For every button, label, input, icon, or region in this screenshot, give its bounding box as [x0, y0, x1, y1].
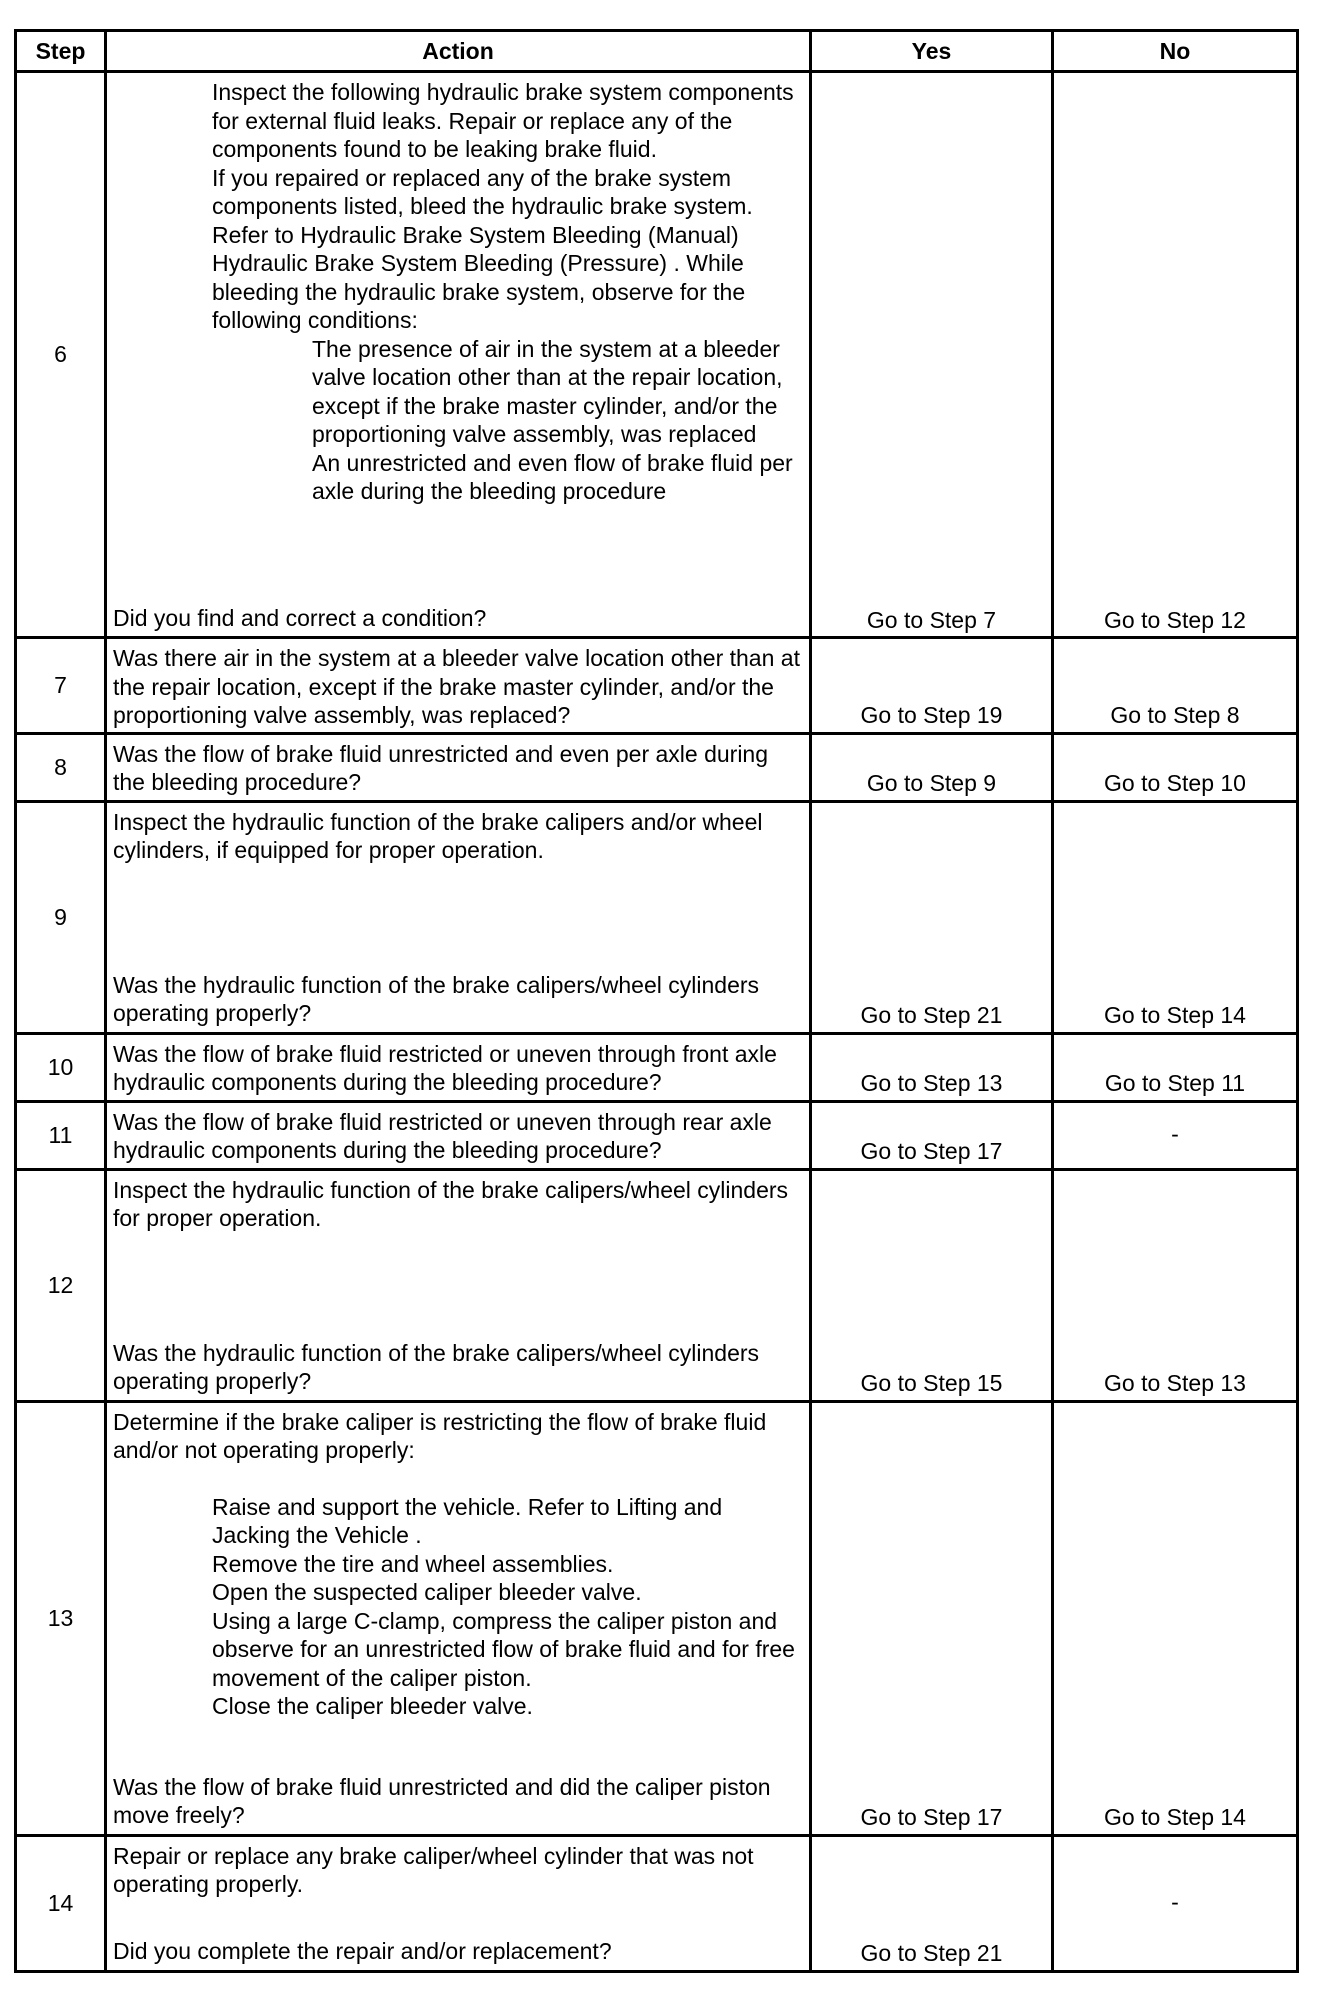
table-row: [16, 1835, 1298, 1971]
no-link[interactable]: Go to Step 11: [1053, 1033, 1298, 1101]
action-cell: [106, 801, 811, 1033]
action-text: Repair or replace any brake caliper/wheel cylinder that was not operating properly.: [113, 1842, 754, 1897]
table-row: [16, 1401, 1298, 1835]
question-text: Was the hydraulic function of the brake calipers/wheel cylinders operating properly?: [113, 1339, 760, 1394]
substep-item: Remove the tire and wheel assemblies.: [212, 1550, 614, 1577]
action-text: Determine if the brake caliper is restricting the flow of brake fluid and/or not operating properly:: [113, 1408, 767, 1463]
substep-item: Using a large C-clamp, compress the caliper piston and observe for an unrestricted flow of brake fluid and for free movement of the caliper piston.: [212, 1607, 795, 1691]
action-cell: [106, 1169, 811, 1401]
action-text: If you repaired or replaced any of the brake system components listed, bleed the hydraulic brake system. Refer to Hydraulic Brake System Bleeding (Manual) Hydraulic Brake System Bleeding (Pressure) . While bleeding the hydraulic brake system, observe for the following conditions:: [212, 164, 753, 333]
action-cell: [106, 1401, 811, 1835]
header-yes: Yes: [811, 31, 1053, 72]
no-value: -: [1053, 1835, 1298, 1971]
no-link[interactable]: Go to Step 10: [1053, 733, 1298, 801]
table-row: [16, 733, 1298, 801]
no-link[interactable]: Go to Step 13: [1053, 1169, 1298, 1401]
question-text: Was there air in the system at a bleeder valve location other than at the repair location, except if the brake master cylinder, and/or the proportioning valve assembly, was replaced?: [113, 645, 800, 728]
step-number: 6: [16, 72, 106, 638]
table-row: [16, 1033, 1298, 1101]
substep-item: Raise and support the vehicle. Refer to Lifting and Jacking the Vehicle .: [212, 1493, 723, 1548]
action-text: Inspect the hydraulic function of the brake calipers/wheel cylinders for proper operation.: [113, 1176, 789, 1231]
yes-link[interactable]: Go to Step 17: [811, 1401, 1053, 1835]
yes-link[interactable]: Go to Step 7: [811, 72, 1053, 638]
question-text: Did you find and correct a condition?: [113, 604, 487, 631]
question-text: Was the flow of brake fluid restricted or uneven through front axle hydraulic components during the bleeding procedure?: [113, 1040, 777, 1095]
yes-link[interactable]: Go to Step 21: [811, 1835, 1053, 1971]
table-row: [16, 72, 1298, 638]
action-cell: [106, 733, 811, 801]
step-number: 9: [16, 801, 106, 1033]
table-row: [16, 1169, 1298, 1401]
action-text: Inspect the hydraulic function of the brake calipers and/or wheel cylinders, if equipped for proper operation.: [113, 808, 763, 863]
condition-item: The presence of air in the system at a bleeder valve location other than at the repair location, except if the brake master cylinder, and/or the proportioning valve assembly, was replaced: [312, 335, 783, 447]
condition-item: An unrestricted and even flow of brake fluid per axle during the bleeding procedure: [312, 449, 793, 504]
question-text: Did you complete the repair and/or replacement?: [113, 1938, 612, 1964]
substep-item: Close the caliper bleeder valve.: [212, 1693, 533, 1719]
question-text: Was the flow of brake fluid unrestricted and even per axle during the bleeding procedure?: [113, 740, 769, 795]
action-text: Inspect the following hydraulic brake system components for external fluid leaks. Repair or replace any of the components found to be leaking brake fluid.: [212, 79, 794, 162]
action-cell: [106, 1835, 811, 1971]
action-cell: [106, 1101, 811, 1169]
yes-link[interactable]: Go to Step 17: [811, 1101, 1053, 1169]
yes-link[interactable]: Go to Step 21: [811, 801, 1053, 1033]
action-cell: [106, 1033, 811, 1101]
substep-item: Open the suspected caliper bleeder valve.: [212, 1579, 642, 1605]
table-row: [16, 638, 1298, 734]
yes-link[interactable]: Go to Step 15: [811, 1169, 1053, 1401]
step-number: 12: [16, 1169, 106, 1401]
header-step: Step: [16, 31, 106, 72]
step-number: 8: [16, 733, 106, 801]
table-row: [16, 801, 1298, 1033]
step-number: 13: [16, 1401, 106, 1835]
diagnostic-table: [14, 29, 1299, 1973]
action-cell: [106, 72, 811, 638]
no-value: -: [1053, 1101, 1298, 1169]
yes-link[interactable]: Go to Step 13: [811, 1033, 1053, 1101]
header-row: [16, 31, 1298, 72]
step-number: 11: [16, 1101, 106, 1169]
no-link[interactable]: Go to Step 12: [1053, 72, 1298, 638]
action-cell: [106, 638, 811, 734]
no-link[interactable]: Go to Step 14: [1053, 1401, 1298, 1835]
no-link[interactable]: Go to Step 8: [1053, 638, 1298, 734]
header-action: Action: [106, 31, 811, 72]
yes-link[interactable]: Go to Step 19: [811, 638, 1053, 734]
yes-link[interactable]: Go to Step 9: [811, 733, 1053, 801]
diagnostic-table-document: [14, 29, 1296, 1973]
no-link[interactable]: Go to Step 14: [1053, 801, 1298, 1033]
table-row: [16, 1101, 1298, 1169]
question-text: Was the hydraulic function of the brake calipers/wheel cylinders operating properly?: [113, 971, 760, 1026]
step-number: 7: [16, 638, 106, 734]
question-text: Was the flow of brake fluid unrestricted and did the caliper piston move freely?: [113, 1773, 771, 1828]
header-no: No: [1053, 31, 1298, 72]
step-number: 10: [16, 1033, 106, 1101]
question-text: Was the flow of brake fluid restricted or uneven through rear axle hydraulic components during the bleeding procedure?: [113, 1108, 772, 1163]
step-number: 14: [16, 1835, 106, 1971]
